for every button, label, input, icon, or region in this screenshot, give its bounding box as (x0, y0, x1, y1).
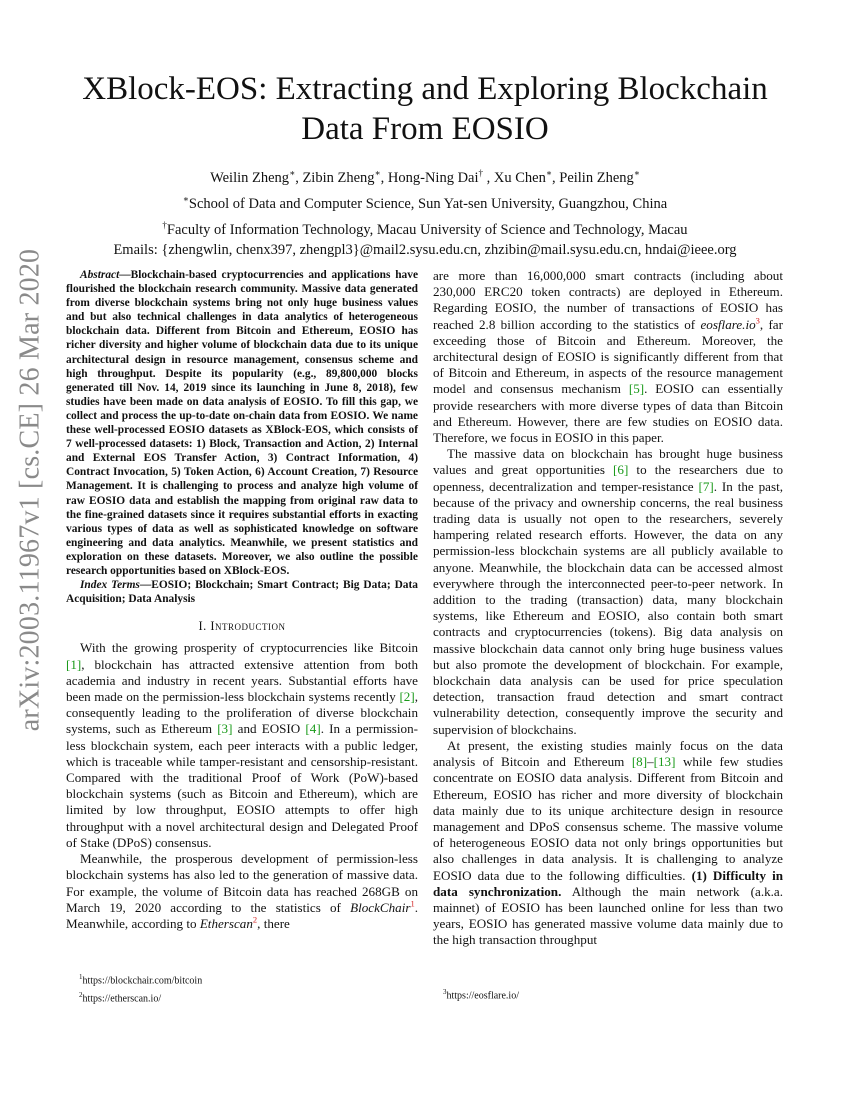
text: – (647, 754, 654, 770)
footnote-mark: 3 (443, 988, 447, 996)
separator: , (380, 169, 388, 186)
citation-link[interactable]: [4] (305, 721, 321, 737)
text: , there (257, 915, 290, 931)
footnote-link[interactable]: 3 (755, 315, 760, 326)
emails: Emails: {zhengwlin, chenx397, zhengpl3}@mail2.sysu.edu.cn, zhzibin@mail.sysu.edu.cn, hndai@ieee.org (113, 242, 737, 259)
affiliation-text: School of Data and Computer Science, Sun Yat-sen University, Guangzhou, China (188, 195, 668, 212)
separator: , (483, 169, 494, 186)
arxiv-identifier-text: arXiv:2003.11967v1 [cs.CE] 26 Mar 2020 (14, 248, 45, 732)
text: . In a permission-less blockchain system, each peer interacts with a public ledger, which is traceable while tamper-resistant and censorship-resistant. Compared with the traditional Proof of Work (PoW)-based blockchain systems (such as Bitcoin and Ethereum), which are limited by low throughput, EOSIO attempts to offer high throughput with a novel architectural design and Delegated Proof of Stake (DPoS) consensus. (66, 721, 418, 850)
right-column (433, 268, 783, 949)
author-name: Peilin Zheng (559, 169, 634, 186)
author-name: Hong-Ning Dai (387, 169, 479, 186)
affiliation-mark: † (162, 219, 167, 230)
footnotes-left (79, 970, 409, 1007)
bold-run-in-heading: (1) Difficulty in data synchronization. (433, 867, 784, 899)
author-name: Zibin Zheng (302, 169, 375, 186)
intro-paragraph-5 (433, 738, 783, 949)
text: . EOSIO can essentially provide researchers with more diverse types of data than Bitcoin and Ethereum. However, there are few studies on EOSIO data. Therefore, we focus in EOSIO in this paper. (433, 381, 783, 446)
abstract-label: Abstract (80, 269, 120, 281)
text: The massive data on blockchain has brought huge business values and great opportunities (433, 446, 783, 478)
separator: , (552, 169, 560, 186)
left-column (66, 268, 418, 932)
affiliation-1 (60, 189, 790, 215)
intro-paragraph-4 (433, 446, 783, 738)
footnote-2 (79, 988, 409, 1006)
text: Meanwhile, the prosperous development of permission-less blockchain systems has also led to the generation of massive data. For example, the volume of Bitcoin data has reached 268GB on March 19, 2020 according to the statistics of (66, 851, 418, 915)
section-heading (66, 618, 418, 634)
italic-term: Etherscan (199, 915, 253, 931)
italic-term: eosflare.io (700, 316, 756, 332)
citation-link[interactable]: [7] (698, 478, 714, 494)
separator: , (295, 169, 303, 186)
footnotes-right (443, 985, 773, 1003)
affiliation-mark: ∗ (374, 168, 381, 178)
text: . In the past, because of the privacy and ownership concerns, the real business trading data is usually not open to the researchers, severely hampering related research efforts. However, the data on any permission-less blockchain systems are all publicly available to anyone. Meanwhile, the blockchain data can be accessed almost everywhere through the interconnected peer-to-peer network. In addition to the trading (transaction) data, many blockchain systems, like Ethereum and EOSIO, also contain both smart contracts and cryptocurrencies (tokens). Big data analysis on massive blockchain data cannot only bring huge business values but also promote the development of blockchain. For example, blockchain data analysis can be used for price speculation detection, transaction fraud detection and smart contract vulnerability detection, consequently improve the security and supervision of blockchains. (433, 478, 783, 737)
index-terms-text: EOSIO; Blockchain; Smart Contract; Big Data; Data Acquisition; Data Analysis (66, 579, 418, 606)
dash: — (119, 269, 131, 281)
footnote-mark: 2 (79, 991, 83, 1000)
affiliation-2 (60, 215, 790, 241)
text: while few studies concentrate on EOSIO data analysis. Different from Bitcoin and Ethereum, EOSIO has richer and more diversity of blockchain data mainly due to its unique architecture design in resource management and DPoS consensus scheme. The massive volume of heterogeneous EOSIO data not only brings opportunities but also challenges in data analysis. It is challenging to analyze EOSIO data due to the following difficulties. (433, 754, 783, 883)
text: , consequently leading to the proliferation of diverse blockchain systems, such as Ethereum (66, 689, 418, 737)
affiliation-mark: † (478, 168, 484, 178)
citation-link[interactable]: [1] (66, 656, 82, 672)
text: , blockchain has attracted extensive attention from both academia and industry in recent years. Substantial efforts have been made on the permission-less blockchain systems recently (66, 656, 418, 705)
author-name: Xu Chen (493, 169, 546, 186)
footnote-mark: 1 (79, 973, 83, 981)
paper-title: XBlock-EOS: Extracting and Exploring Blockchain Data From EOSIO (82, 71, 768, 147)
citation-link[interactable]: [2] (399, 689, 415, 705)
footnote-1 (79, 970, 409, 988)
author-block (60, 163, 790, 261)
text: are more than 16,000,000 smart contracts (including about 230,000 ERC20 token contracts) are deployed in Ethereum. Regarding EOSIO, the number of transactions of EOSIO has reached 2.8 billion according to the statistics of (433, 268, 783, 332)
index-terms-label: Index Terms (80, 579, 140, 592)
italic-term: BlockChair (350, 899, 411, 915)
text: At present, the existing studies mainly focus on the data analysis of Bitcoin and Ethereum (433, 737, 783, 770)
footnote-link[interactable]: 1 (410, 898, 415, 909)
footnote-url[interactable]: https://eosflare.io/ (446, 990, 519, 1002)
abstract-text: Blockchain-based cryptocurrencies and applications have flourished the blockchain research community. Massive data generated from diverse blockchain systems bring not only huge business values and but also technical challenges in data analytics of heterogeneous blockchain data. Different from Bitcoin and Ethereum, EOSIO has richer diversity and higher volume of blockchain data due to its unique architectural design in resource management, consensus scheme and high throughput. Despite its popularity (e.g., 89,800,000 blocks generated till Nov. 14, 2019 since its launching in June 8, 2018), few studies have been made on data analysis of EOSIO. To fill this gap, we collect and process the up-to-date on-chain data from EOSIO. We name these well-processed EOSIO datasets as XBlock-EOS, which consists of 7 well-processed datasets: 1) Block, Transaction and Action, 2) Internal and External EOS Transfer Action, 3) Contract Information, 4) Contract Invocation, 5) Token Action, 6) Account Creation, 7) Resource Management. It is challenging to process and analyze high volume of raw EOSIO data and establish the mapping from original raw data to the fine-grained datasets since it requires substantial efforts in exacting various types of data as well as sophisticated knowledge on software engineering and data analytics. Meanwhile, we present statistics and exploration on these datasets. Moreover, we also outline the possible research opportunities based on XBlock-EOS. (66, 269, 418, 577)
text: . Meanwhile, according to (66, 899, 418, 931)
arxiv-side-identifier (0, 248, 60, 732)
citation-link[interactable]: [5] (628, 381, 645, 397)
text: With the growing prosperity of cryptocurrencies like Bitcoin (80, 640, 418, 656)
text: to the researchers due to openness, decentralization and temper-resistance (433, 462, 784, 494)
citation-link[interactable]: [6] (613, 462, 629, 478)
footnote-url[interactable]: https://etherscan.io/ (82, 993, 162, 1005)
affiliation-mark: ∗ (182, 193, 189, 204)
affiliation-mark: ∗ (633, 168, 640, 178)
index-terms (66, 578, 418, 606)
footnote-3 (443, 985, 773, 1003)
affiliation-mark: ∗ (545, 168, 552, 178)
text: Although the main network (a.k.a. mainnet) of EOSIO has been launched online for less than two years, EOSIO has generated massive volume data mainly due to the high transaction throughput (433, 883, 784, 948)
citation-link[interactable]: [13] (653, 754, 676, 770)
section-title: Introduction (210, 619, 286, 634)
affiliation-text: Faculty of Information Technology, Macau University of Science and Technology, Macau (166, 221, 688, 238)
author-name: Weilin Zheng (210, 169, 290, 186)
dash: — (139, 579, 152, 592)
intro-paragraph-3 (433, 268, 783, 446)
text: and EOSIO (232, 721, 306, 737)
text: , far exceeding those of Bitcoin and Ethereum. Moreover, the architectural design of EOSIO is significantly different from that of Bitcoin and Ethereum, in aspects of the resource management model and consensus mechanism (433, 316, 783, 397)
citation-link[interactable]: [3] (217, 721, 233, 737)
footnote-link[interactable]: 2 (252, 914, 258, 925)
abstract (66, 268, 418, 578)
footnote-url[interactable]: https://blockchair.com/bitcoin (82, 975, 203, 987)
affiliation-mark: ∗ (289, 168, 296, 178)
author-list (60, 163, 790, 189)
citation-link[interactable]: [8] (631, 754, 648, 770)
intro-paragraph-2 (66, 851, 418, 932)
intro-paragraph-1 (66, 640, 418, 851)
section-number: I. (198, 619, 211, 634)
